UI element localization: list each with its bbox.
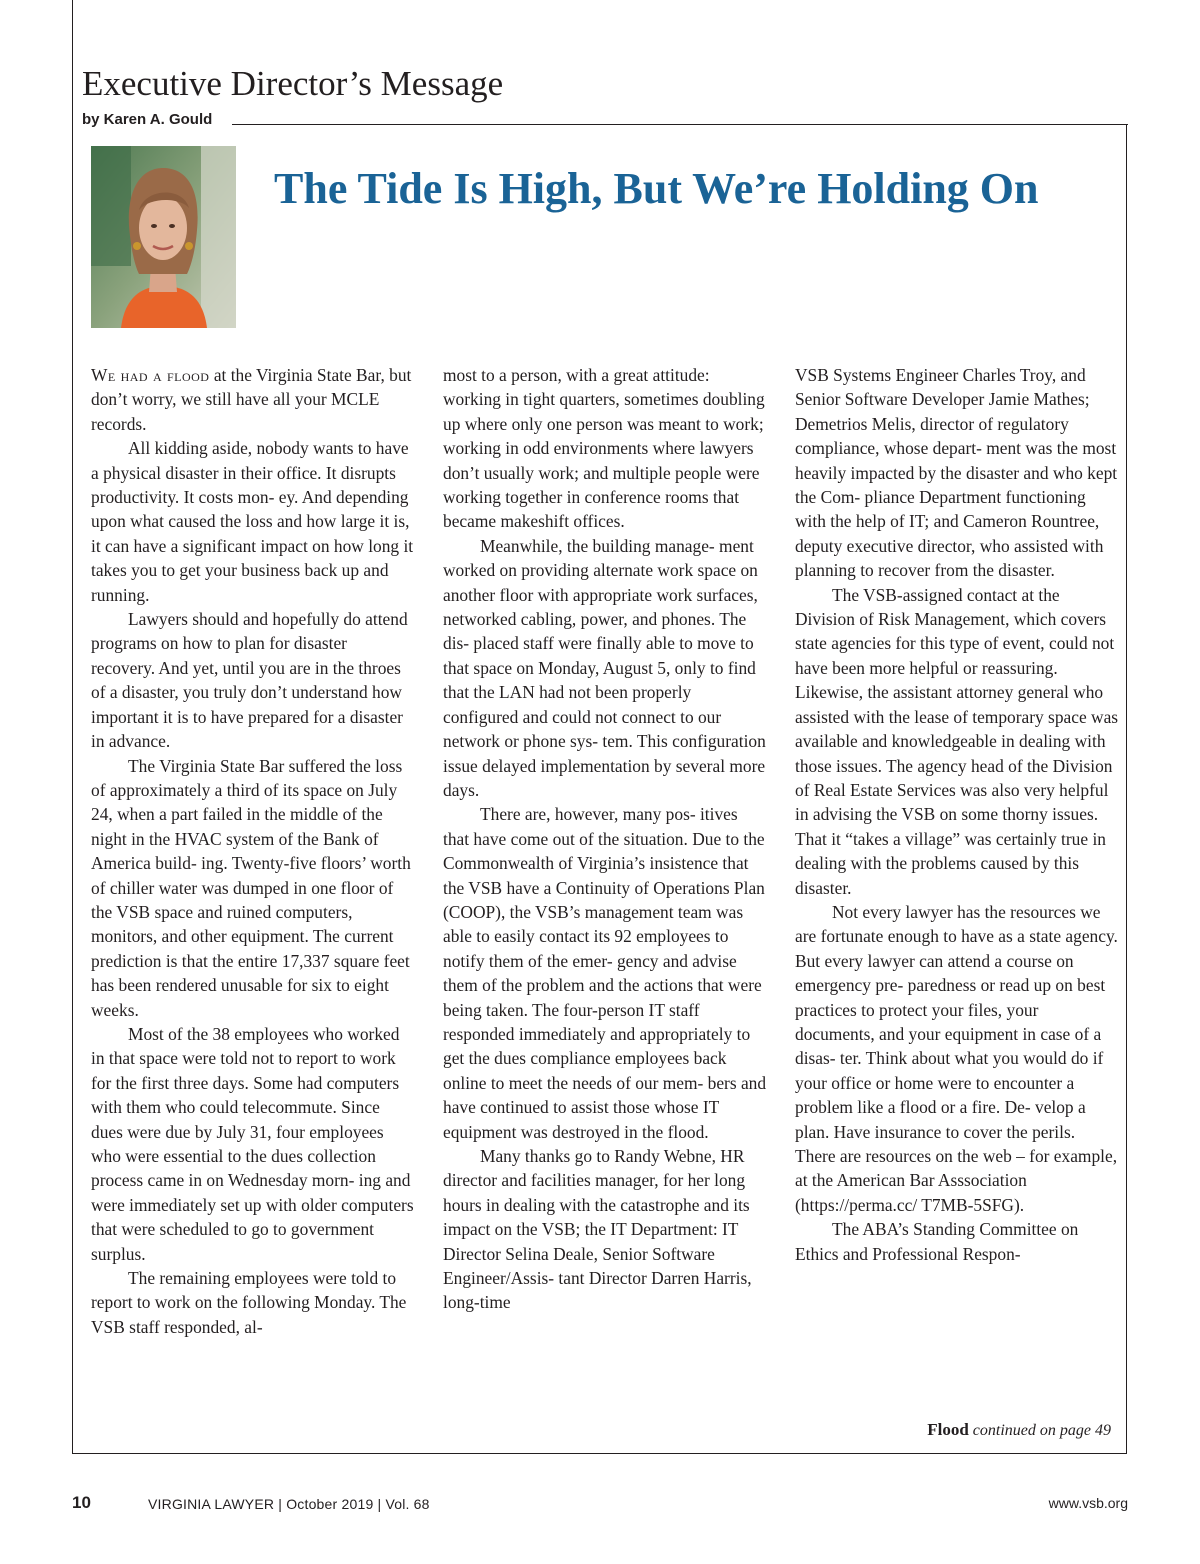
- article-paragraph: Not every lawyer has the resources we are fortunate enough to have as a state agency. But every lawyer can attend a course on emergency pre- paredness or read up on best practices to protect your files, your documents, and your equipment in case of a disas- ter. Think about what you would do if your office or home were to encounter a problem like a flood or a fire. De- velop a plan. Have insurance to cover the perils. There are resources on the web – for example, at the American Bar Asssociation (https://perma.cc/ T7MB-5SFG).: [795, 901, 1118, 1215]
- website-link[interactable]: www.vsb.org: [1048, 1495, 1128, 1511]
- article-column-1: [91, 363, 415, 1339]
- article-paragraph: We had a flood at the Virginia State Bar, but don’t worry, we still have all your MCLE records.: [91, 365, 412, 434]
- byline: by Karen A. Gould: [82, 111, 213, 128]
- article-column-3: [795, 363, 1119, 1266]
- article-paragraph: The ABA’s Standing Committee on Ethics and Professional Respon-: [795, 1219, 1079, 1264]
- article-paragraph: Many thanks go to Randy Webne, HR director and facilities manager, for her long hours in dealing with the catastrophe and its impact on the VSB; the IT Department: IT Director Selina Deale, Senior Software Engineer/Assis- tant Director Darren Harris, long-time: [443, 1146, 752, 1313]
- article-column-2: [443, 363, 767, 1315]
- article-paragraph: Most of the 38 employees who worked in that space were told not to report to work for the first three days. Some had computers with them who could telecommute. Since dues were due by July 31, four employees who were essential to the dues collection process came in on Wednesday morn- ing and were immediately set up with older computers that were scheduled to go to government surplus.: [91, 1023, 414, 1264]
- article-paragraph: Meanwhile, the building manage- ment worked on providing alternate work space on another floor with appropriate work surfaces, networked cabling, power, and phones. The dis- placed staff were finally able to move to that space on Monday, August 5, only to find that the LAN had not been properly configured and could not connect to our network or phone sys- tem. This configuration issue delayed implementation by several more days.: [443, 535, 766, 800]
- continuation-text: continued on page 49: [968, 1422, 1111, 1439]
- article-paragraph: The remaining employees were told to report to work on the following Monday. The VSB staff responded, al-: [91, 1268, 407, 1337]
- article-paragraph: All kidding aside, nobody wants to have a physical disaster in their office. It disrupts productivity. It costs mon- ey. And depending upon what caused the loss and how large it is, it can have a significant impact on how long it takes you to get your business back up and running.: [91, 438, 414, 605]
- article-paragraph: There are, however, many pos- itives that have come out of the situation. Due to the Commonwealth of Virginia’s insistence that the VSB have a Continuity of Operations Plan (COOP), the VSB’s management team was able to easily contact its 92 employees to notify them of the emer- gency and advise them of the problem and the actions that were being taken. The four-person IT staff responded immediately and appropriately to get the dues compliance employees back online to meet the needs of our mem- bers and have continued to assist those whose IT equipment was destroyed in the flood.: [443, 804, 767, 1142]
- page-number: 10: [72, 1493, 91, 1512]
- section-title: Executive Director’s Message: [82, 64, 504, 103]
- article-headline: The Tide Is High, But We’re Holding On: [274, 164, 1039, 213]
- article-paragraph: most to a person, with a great attitude: working in tight quarters, sometimes doubling up where only one person was meant to work; working in odd environments where lawyers don’t usually work; and multiple people were working together in conference rooms that became makeshift offices.: [443, 365, 765, 532]
- continuation-note[interactable]: [880, 1418, 1111, 1443]
- publication-info: VIRGINIA LAWYER | October 2019 | Vol. 68: [148, 1496, 430, 1512]
- top-left-rule: [72, 0, 73, 124]
- article-paragraph: VSB Systems Engineer Charles Troy, and Senior Software Developer Jamie Mathes; Demetrios Melis, director of regulatory compliance, whose depart- ment was the most heavily impacted by the disaster and who kept the Com- pliance Department functioning with the help of IT; and Cameron Rountree, deputy executive director, who assisted with planning to recover from the disaster.: [795, 365, 1118, 581]
- lead-in: We had a flood: [91, 365, 210, 385]
- article-paragraph: The Virginia State Bar suffered the loss of approximately a third of its space on July 24, when a part failed in the middle of the night in the HVAC system of the Bank of America build- ing. Twenty-five floors’ worth of chiller water was dumped in one floor of the VSB space and ruined computers, monitors, and other equipment. The current prediction is that the entire 17,337 square feet has been rendered unusable for six to eight weeks.: [91, 755, 411, 1020]
- author-photo: [91, 146, 236, 328]
- continuation-keyword: Flood: [927, 1420, 969, 1439]
- article-paragraph: The VSB-assigned contact at the Division of Risk Management, which covers state agencies for this type of event, could not have been more helpful or reassuring. Likewise, the assistant attorney general who assisted with the lease of temporary space was available and knowledgeable in dealing with those issues. The agency head of the Division of Real Estate Services was also very helpful in advising the VSB on some thorny issues. That it “takes a village” was certainly true in dealing with the problems caused by this disaster.: [795, 584, 1119, 898]
- article-paragraph: Lawyers should and hopefully do attend programs on how to plan for disaster recovery. And yet, until you are in the throes of a disaster, you truly don’t understand how important it is to have prepared for a disaster in advance.: [91, 609, 408, 752]
